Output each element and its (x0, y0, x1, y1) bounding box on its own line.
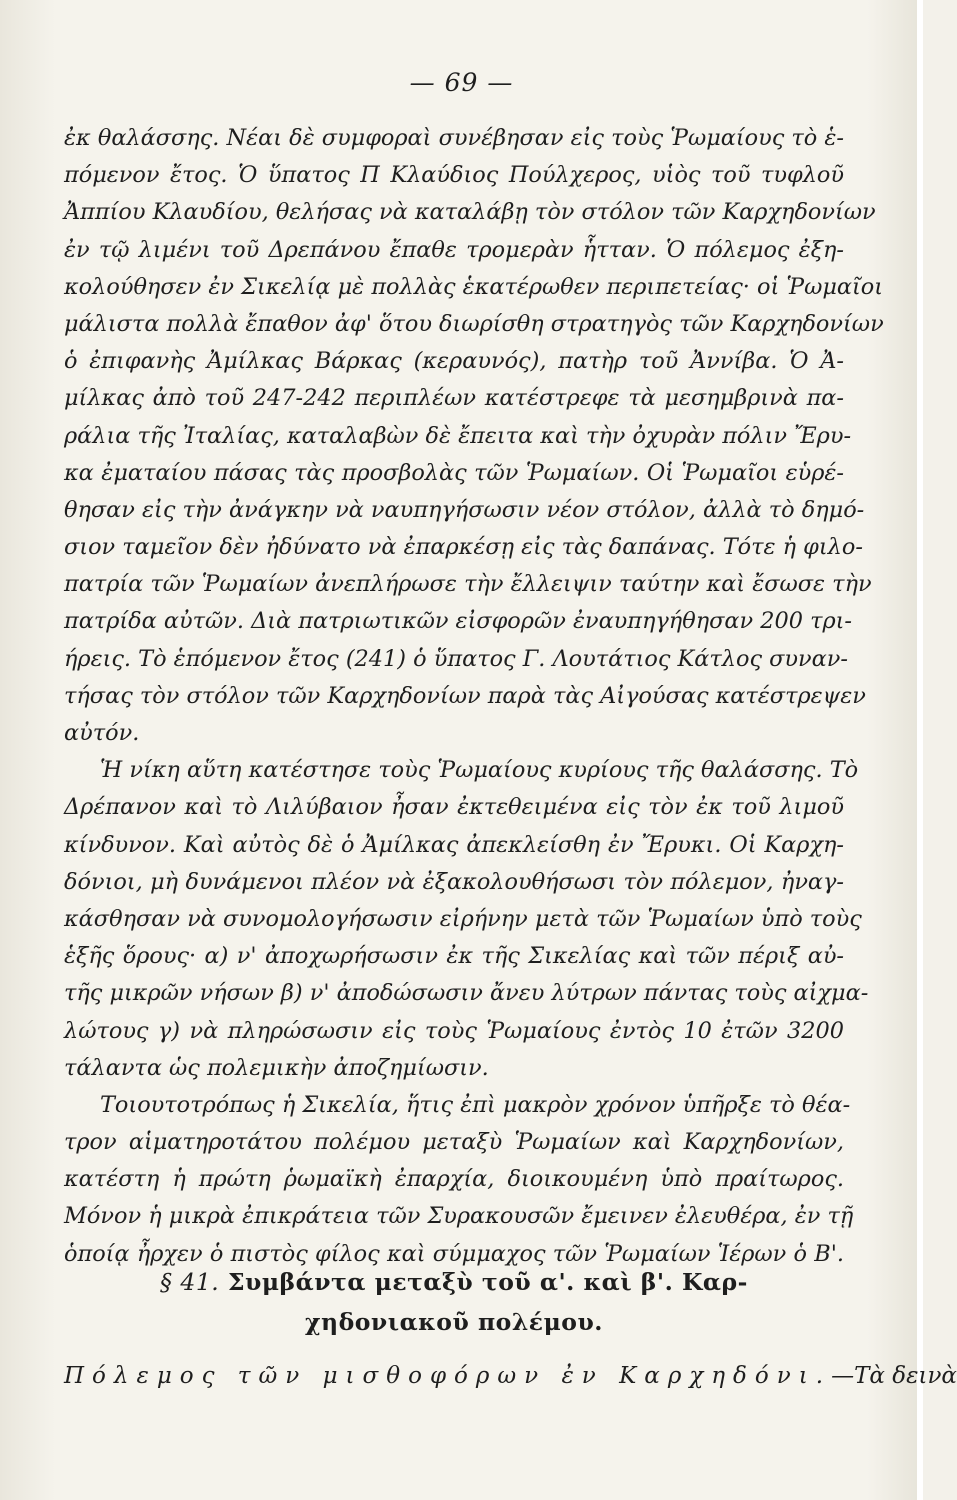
text-line: πατρία τῶν Ῥωμαίων ἀνεπλήρωσε τὴν ἔλλειψιν ταύτην καὶ ἔσωσε τὴν (64, 571, 872, 598)
text-line: ὁ ἐπιφανὴς Ἀμίλκας Βάρκας (κεραυνός), πατὴρ τοῦ Ἀννίβα. Ὁ Ἀ- (64, 348, 844, 375)
section-heading-continued (64, 1302, 844, 1342)
text-line: ράλια τῆς Ἰταλίας, καταλαβὼν δὲ ἔπειτα καὶ τὴν ὀχυρὰν πόλιν Ἔρυ- (64, 422, 852, 449)
subheading-line (64, 1358, 957, 1394)
text-line: τήσας τὸν στόλον τῶν Καρχηδονίων παρὰ τὰς Αἰγούσας κατέστρεψεν (64, 682, 866, 709)
text-line: τάλαντα ὡς πολεμικὴν ἀποζημίωσιν. (64, 1054, 489, 1081)
section-title: Συμβάντα μεταξὺ τοῦ α'. καὶ β'. Καρ- (227, 1268, 748, 1296)
page-edge (917, 0, 923, 1500)
text-line: Μόνον ἡ μικρὰ ἐπικράτεια τῶν Συρακουσῶν ἔμεινεν ἐλευθέρα, ἐν τῇ (64, 1203, 854, 1230)
text-line: Ἀππίου Κλαυδίου, θελήσας νὰ καταλάβῃ τὸν στόλον τῶν Καρχηδονίων (64, 199, 876, 226)
body-text (64, 120, 884, 1273)
text-line: κα ἐματαίου πάσας τὰς προσβολὰς τῶν Ῥωμαίων. Οἱ Ῥωμαῖοι εὑρέ- (64, 459, 844, 486)
text-line: αὐτόν. (64, 720, 140, 746)
text-line: τρον αἱματηροτάτου πολέμου μεταξὺ Ῥωμαίων καὶ Καρχηδονίων, (64, 1129, 844, 1156)
text-line: τῆς μικρῶν νήσων β) ν' ἀποδώσωσιν ἄνευ λύτρων πάντας τοὺς αἰχμα- (64, 980, 869, 1007)
text-line: μίλκας ἀπὸ τοῦ 247-242 περιπλέων κατέστρεφε τὰ μεσημβρινὰ πα- (64, 385, 844, 412)
text-line: σιον ταμεῖον δὲν ἠδύνατο νὰ ἐπαρκέσῃ εἰς τὰς δαπάνας. Τότε ἡ φιλο- (64, 534, 863, 561)
text-line: θησαν εἰς τὴν ἀνάγκην νὰ ναυπηγήσωσιν νέον στόλον, ἀλλὰ τὸ δημό- (64, 496, 865, 523)
text-line: ὁποίᾳ ἦρχεν ὁ πιστὸς φίλος καὶ σύμμαχος τῶν Ῥωμαίων Ἱέρων ὁ Β'. (64, 1240, 844, 1267)
text-line: κάσθησαν νὰ συνομολογήσωσιν εἰρήνην μετὰ τῶν Ῥωμαίων ὑπὸ τοὺς (64, 905, 862, 932)
subheading-title: Πόλεμος τῶν μισθοφόρων ἐν Καρχηδόνι. (64, 1363, 832, 1389)
paragraph-start: Τοιουτοτρόπως ἡ Σικελία, ἥτις ἐπὶ μακρὸν χρόνον ὑπῆρξε τὸ θέα- (100, 1091, 851, 1118)
text-line: ἑξῆς ὅρους· α) ν' ἀποχωρήσωσιν ἐκ τῆς Σικελίας καὶ τῶν πέριξ αὐ- (64, 943, 844, 970)
section-heading (64, 1262, 844, 1302)
text-line: δόνιοι, μὴ δυνάμενοι πλέον νὰ ἐξακολουθήσωσι τὸν πόλεμον, ἠναγ- (64, 868, 844, 895)
page-number: — 69 — (409, 68, 514, 97)
text-line: πατρίδα αὐτῶν. Διὰ πατριωτικῶν εἰσφορῶν ἐναυπηγήθησαν 200 τρι- (64, 608, 853, 635)
section-title-continued: χηδονιακοῦ πολέμου. (305, 1308, 603, 1336)
section-number: § 41. (160, 1268, 220, 1296)
text-line: ἐκ θαλάσσης. Νέαι δὲ συμφοραὶ συνέβησαν εἰς τοὺς Ῥωμαίους τὸ ἑ- (64, 125, 844, 151)
text-line: κίνδυνον. Καὶ αὐτὸς δὲ ὁ Ἀμίλκας ἀπεκλείσθη ἐν Ἔρυκι. Οἱ Καρχη- (64, 831, 844, 858)
text-line: λώτους γ) νὰ πληρώσωσιν εἰς τοὺς Ῥωμαίους ἐντὸς 10 ἐτῶν 3200 (64, 1017, 844, 1044)
text-line: Δρέπανον καὶ τὸ Λιλύβαιον ἦσαν ἐκτεθειμένα εἰς τὸν ἐκ τοῦ λιμοῦ (64, 794, 844, 821)
paragraph-start: Ἡ νίκη αὕτη κατέστησε τοὺς Ῥωμαίους κυρίους τῆς θαλάσσης. Τὸ (100, 757, 859, 784)
text-line: ήρεις. Τὸ ἑπόμενον ἔτος (241) ὁ ὕπατος Γ. Λουτάτιος Κάτλος συναν- (64, 645, 848, 672)
text-line: ἐν τῷ λιμένι τοῦ Δρεπάνου ἔπαθε τρομερὰν ἧτταν. Ὁ πόλεμος ἐξη- (64, 236, 844, 263)
text-line: πόμενον ἔτος. Ὁ ὕπατος Π Κλαύδιος Πούλχερος, υἱὸς τοῦ τυφλοῦ (64, 162, 844, 189)
text-line: κολούθησεν ἐν Σικελίᾳ μὲ πολλὰς ἑκατέρωθεν περιπετείας· οἱ Ῥωμαῖοι (64, 273, 884, 300)
text-line: μάλιστα πολλὰ ἔπαθον ἀφ' ὅτου διωρίσθη στρατηγὸς τῶν Καρχηδονίων (64, 310, 884, 337)
subheading-text: —Τὰ δεινὰ (831, 1363, 957, 1389)
text-line: κατέστη ἡ πρώτη ῥωμαϊκὴ ἐπαρχία, διοικουμένη ὑπὸ πραίτωρος. (64, 1166, 844, 1193)
